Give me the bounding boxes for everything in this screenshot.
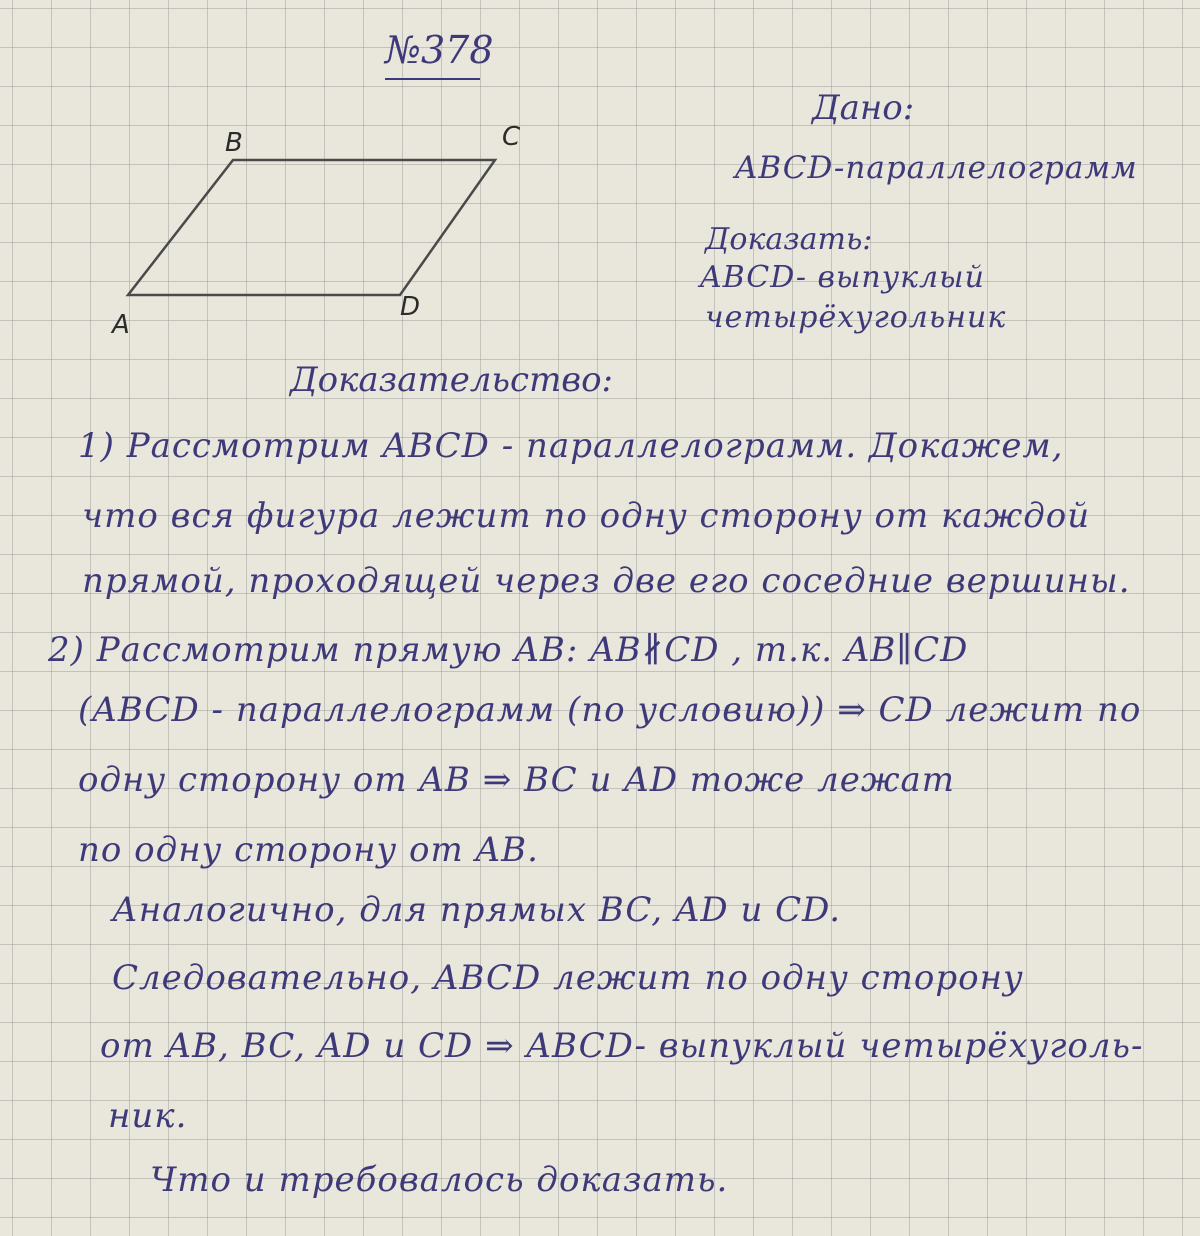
given-heading: Дано: [812, 88, 915, 128]
vertex-label-c: C [502, 122, 521, 152]
prove-heading: Доказать: [705, 222, 873, 257]
proof-line: Следовательно, ABCD лежит по одну сторону [112, 958, 1024, 998]
proof-line: Что и требовалось доказать. [150, 1160, 729, 1200]
problem-number-underline [385, 78, 480, 80]
proof-line: Аналогично, для прямых BC, AD и CD. [112, 890, 842, 930]
vertex-label-b: B [225, 128, 243, 158]
prove-line-2: четырёхугольник [705, 300, 1007, 335]
problem-number: №378 [385, 28, 494, 72]
proof-line: прямой, проходящей через две его соседние вершины. [82, 561, 1131, 601]
proof-line: 1) Рассмотрим ABCD - параллелограмм. Докажем, [78, 426, 1064, 466]
proof-line: ник. [108, 1096, 188, 1136]
prove-line-1: ABCD- выпуклый [700, 260, 985, 295]
proof-line: по одну сторону от AB. [78, 830, 539, 870]
proof-line: (ABCD - параллелограмм (по условию)) ⇒ CD лежит по [78, 690, 1142, 730]
vertex-label-a: A [112, 310, 130, 340]
parallelogram-figure [100, 130, 520, 330]
proof-line: что вся фигура лежит по одну сторону от каждой [82, 496, 1091, 536]
vertex-label-d: D [400, 292, 421, 322]
proof-heading: Доказательство: [290, 360, 614, 400]
proof-line: от AB, BC, AD и CD ⇒ ABCD- выпуклый четырёхуголь- [100, 1026, 1144, 1066]
parallelogram-shape [128, 160, 495, 295]
proof-line: 2) Рассмотрим прямую AB: AB∦CD , т.к. AB∥CD [48, 630, 969, 670]
proof-line: одну сторону от AB ⇒ BC и AD тоже лежат [78, 760, 955, 800]
given-statement: ABCD-параллелограмм [735, 150, 1138, 186]
